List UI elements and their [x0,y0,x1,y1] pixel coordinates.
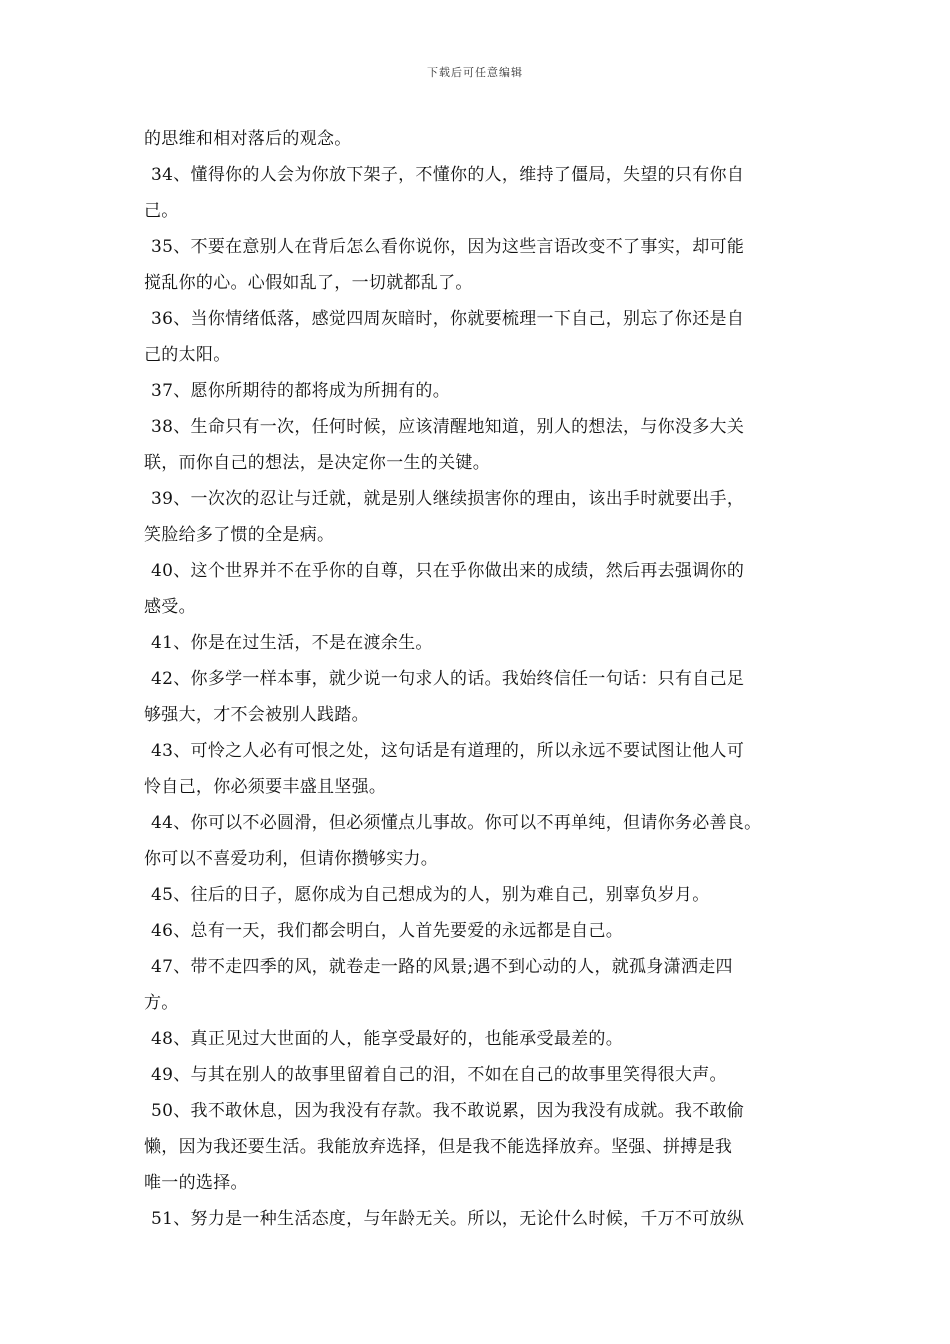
text-line: 感受。 [144,597,196,617]
text-line: 怜自己，你必须要丰盛且坚强。 [144,777,387,797]
text-line: 己的太阳。 [144,345,231,365]
text-line: 唯一的选择。 [144,1173,248,1193]
text-line: 50、我不敢休息，因为我没有存款。我不敢说累，因为我没有成就。我不敢偷 [151,1101,745,1121]
text-line: 45、往后的日子，愿你成为自己想成为的人，别为难自己，别辜负岁月。 [151,885,710,905]
text-line: 36、当你情绪低落，感觉四周灰暗时，你就要梳理一下自己，别忘了你还是自 [151,309,745,329]
text-line: 懒，因为我还要生活。我能放弃选择，但是我不能选择放弃。坚强、拼搏是我 [144,1137,733,1157]
text-line: 44、你可以不必圆滑，但必须懂点儿事故。你可以不再单纯，但请你务必善良。 [151,813,762,833]
text-line: 37、愿你所期待的都将成为所拥有的。 [151,381,451,401]
text-line: 40、这个世界并不在乎你的自尊，只在乎你做出来的成绩，然后再去强调你的 [151,561,745,581]
text-line: 43、可怜之人必有可恨之处，这句话是有道理的，所以永远不要试图让他人可 [151,741,745,761]
text-line: 方。 [144,993,179,1013]
text-line: 47、带不走四季的风，就卷走一路的风景;遇不到心动的人，就孤身潇洒走四 [151,957,733,977]
text-line: 35、不要在意别人在背后怎么看你说你，因为这些言语改变不了事实，却可能 [151,237,745,257]
text-line: 34、懂得你的人会为你放下架子，不懂你的人，维持了僵局，失望的只有你自 [151,165,745,185]
text-line: 够强大，才不会被别人践踏。 [144,705,369,725]
text-line: 39、一次次的忍让与迁就，就是别人继续损害你的理由，该出手时就要出手， [151,489,745,509]
text-line: 的思维和相对落后的观念。 [144,129,352,149]
text-line: 你可以不喜爱功利，但请你攒够实力。 [144,849,439,869]
text-line: 己。 [144,201,179,221]
text-line: 笑脸给多了惯的全是病。 [144,525,335,545]
text-line: 联，而你自己的想法，是决定你一生的关键。 [144,453,490,473]
text-line: 48、真正见过大世面的人，能享受最好的，也能承受最差的。 [151,1029,624,1049]
text-line: 搅乱你的心。心假如乱了，一切就都乱了。 [144,273,473,293]
document-body [144,121,814,1237]
text-line: 42、你多学一样本事，就少说一句求人的话。我始终信任一句话：只有自己足 [151,669,745,689]
page-header: 下载后可任意编辑 [427,66,523,79]
text-line: 41、你是在过生活，不是在渡余生。 [151,633,433,653]
text-line: 49、与其在别人的故事里留着自己的泪，不如在自己的故事里笑得很大声。 [151,1065,727,1085]
text-line: 51、努力是一种生活态度，与年龄无关。所以，无论什么时候，千万不可放纵 [151,1209,745,1229]
text-line: 38、生命只有一次，任何时候，应该清醒地知道，别人的想法，与你没多大关 [151,417,745,437]
text-line: 46、总有一天，我们都会明白，人首先要爱的永远都是自己。 [151,921,624,941]
